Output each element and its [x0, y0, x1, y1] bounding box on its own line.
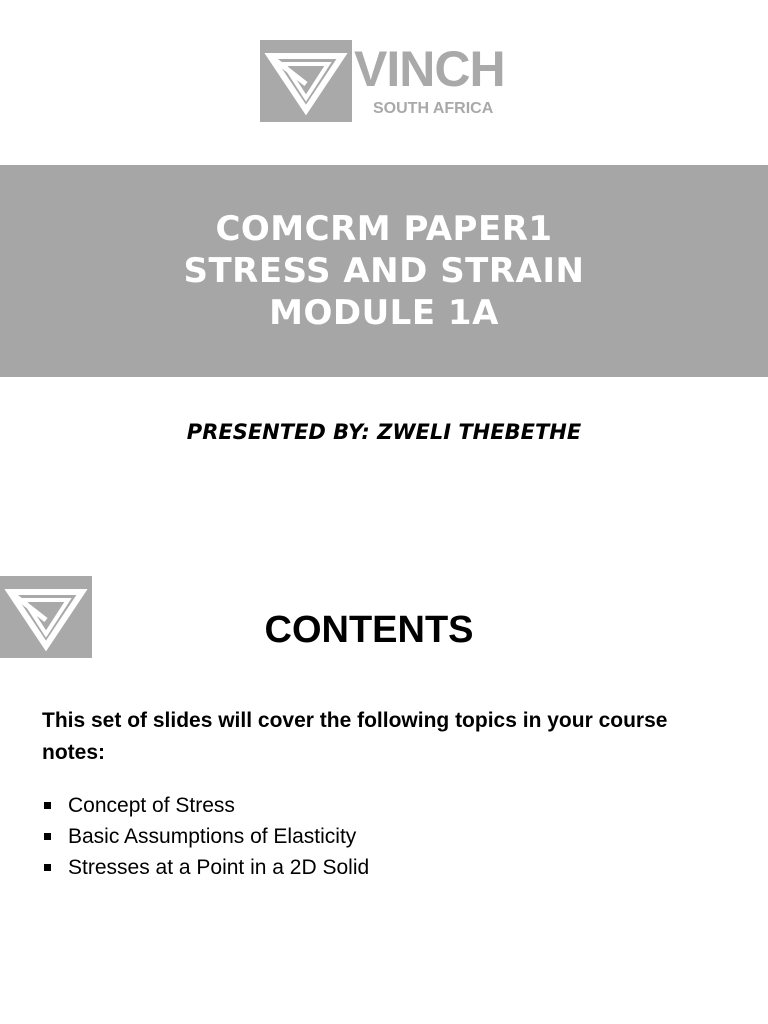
- title-line-2: STRESS AND STRAIN: [183, 251, 585, 291]
- topic-label: Basic Assumptions of Elasticity: [68, 824, 357, 848]
- list-item: [42, 790, 369, 821]
- square-bullet-icon: [44, 833, 51, 840]
- topic-list: [42, 790, 369, 883]
- brand-name: VINCH: [354, 41, 505, 97]
- list-item: [42, 852, 369, 883]
- intro-text: This set of slides will cover the following topics in your course notes:: [42, 709, 668, 764]
- vinch-v-logo-icon: [260, 40, 352, 122]
- list-item: [42, 821, 369, 852]
- contents-slide: [0, 545, 768, 1024]
- contents-heading: CONTENTS: [264, 609, 474, 651]
- square-bullet-icon: [44, 802, 51, 809]
- square-bullet-icon: [44, 864, 51, 871]
- topic-label: Stresses at a Point in a 2D Solid: [68, 855, 370, 879]
- presenter-line: PRESENTED BY: ZWELI THEBETHE: [186, 420, 582, 444]
- title-line-1: COMCRM PAPER1: [215, 209, 553, 249]
- title-band: [0, 165, 768, 377]
- brand-subtitle: SOUTH AFRICA: [373, 100, 494, 117]
- title-line-3: MODULE 1A: [269, 293, 499, 333]
- topic-label: Concept of Stress: [68, 793, 235, 817]
